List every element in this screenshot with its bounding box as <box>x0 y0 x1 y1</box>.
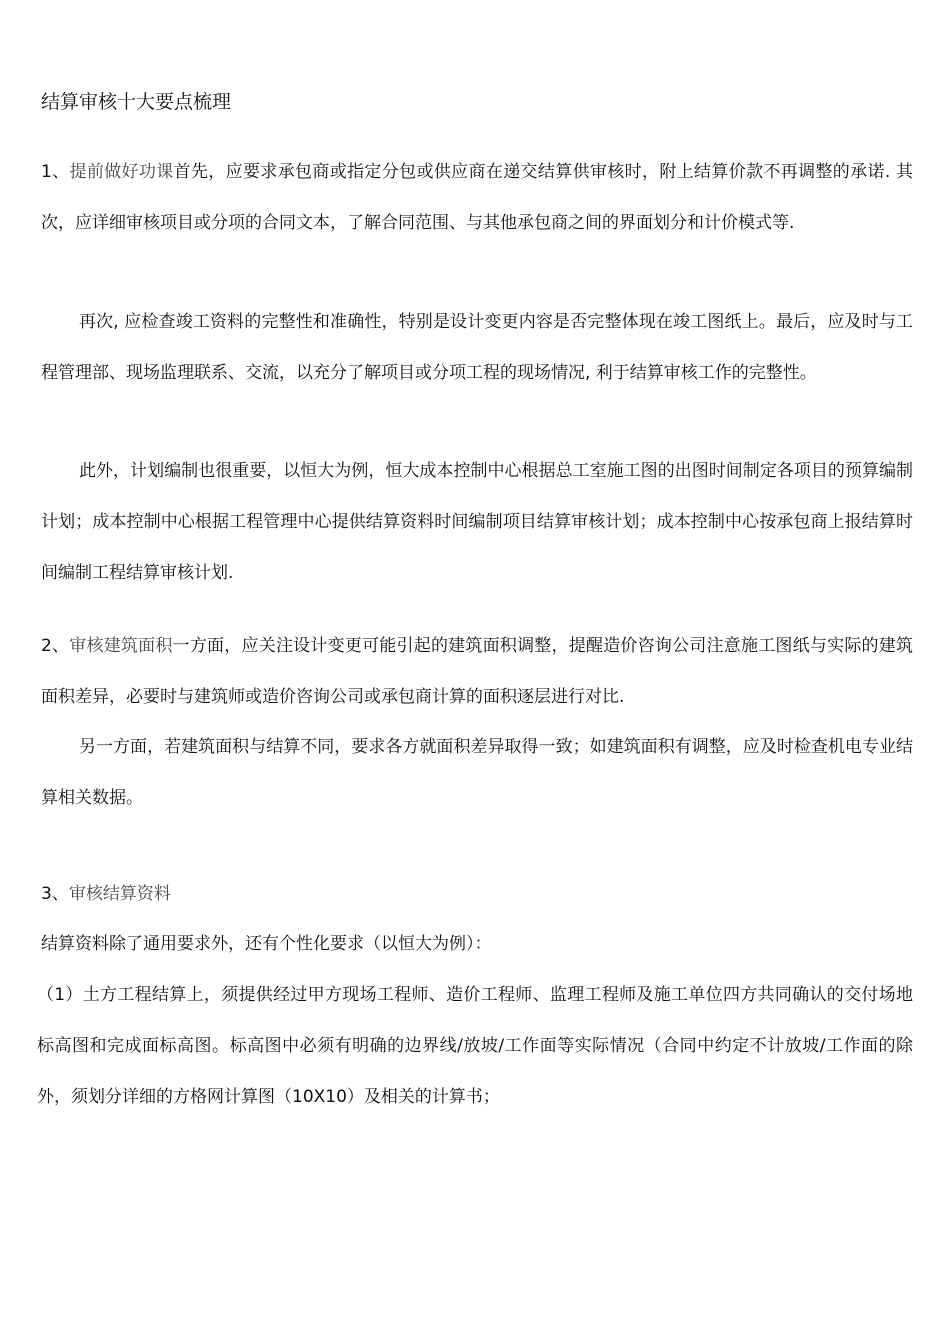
section3-item1: （1）土方工程结算上，须提供经过甲方现场工程师、造价工程师、监理工程师及施工单位四方共同确认的交付场地标高图和完成面标高图。标高图中必须有明确的边界线/放坡/工作面等实际情况（合同中约定不计放坡/工作面的除外，须划分详细的方格网计算图（10X10）及相关的计算书； <box>37 985 913 1107</box>
section1-paragraph3: 此外，计划编制也很重要，以恒大为例，恒大成本控制中心根据总工室施工图的出图时间制定各项目的预算编制计划；成本控制中心根据工程管理中心提供结算资料时间编制项目结算审核计划；成本控制中心按承包商上报结算时间编制工程结算审核计划. <box>41 461 913 583</box>
section3-heading: 审核结算资料 <box>68 884 171 904</box>
section1-number: 1、 <box>41 162 70 182</box>
section2-paragraph2: 另一方面，若建筑面积与结算不同，要求各方就面积差异取得一致；如建筑面积有调整，应及时检查机电专业结算相关数据。 <box>41 737 913 808</box>
section1-paragraph1 <box>41 147 913 249</box>
section2-number: 2、 <box>41 636 70 656</box>
section1-heading: 提前做好功课 <box>69 162 174 182</box>
document-title: 结算审核十大要点梳理 <box>41 91 232 113</box>
section3-heading-line <box>41 879 171 909</box>
section2-heading: 审核建筑面积 <box>69 636 173 656</box>
section3-intro: 结算资料除了通用要求外，还有个性化要求（以恒大为例）： <box>41 934 492 954</box>
section1-paragraph1-text: 首先，应要求承包商或指定分包或供应商在递交结算供审核时，附上结算价款不再调整的承诺. 其次，应详细审核项目或分项的合同文本，了解合同范围、与其他承包商之间的界面划分和计价模式等. <box>41 162 913 233</box>
section3-number: 3、 <box>41 884 69 904</box>
section2-paragraph1-text: 一方面，应关注设计变更可能引起的建筑面积调整，提醒造价咨询公司注意施工图纸与实际的建筑面积差异，必要时与建筑师或造价咨询公司或承包商计算的面积逐层进行对比. <box>41 636 913 707</box>
section1-paragraph2: 再次, 应检查竣工资料的完整性和准确性，特别是设计变更内容是否完整体现在竣工图纸上。最后，应及时与工程管理部、现场监理联系、交流，以充分了解项目或分项工程的现场情况, 利于结算审核工作的完整性。 <box>41 312 913 383</box>
section2-paragraph1 <box>41 621 913 723</box>
